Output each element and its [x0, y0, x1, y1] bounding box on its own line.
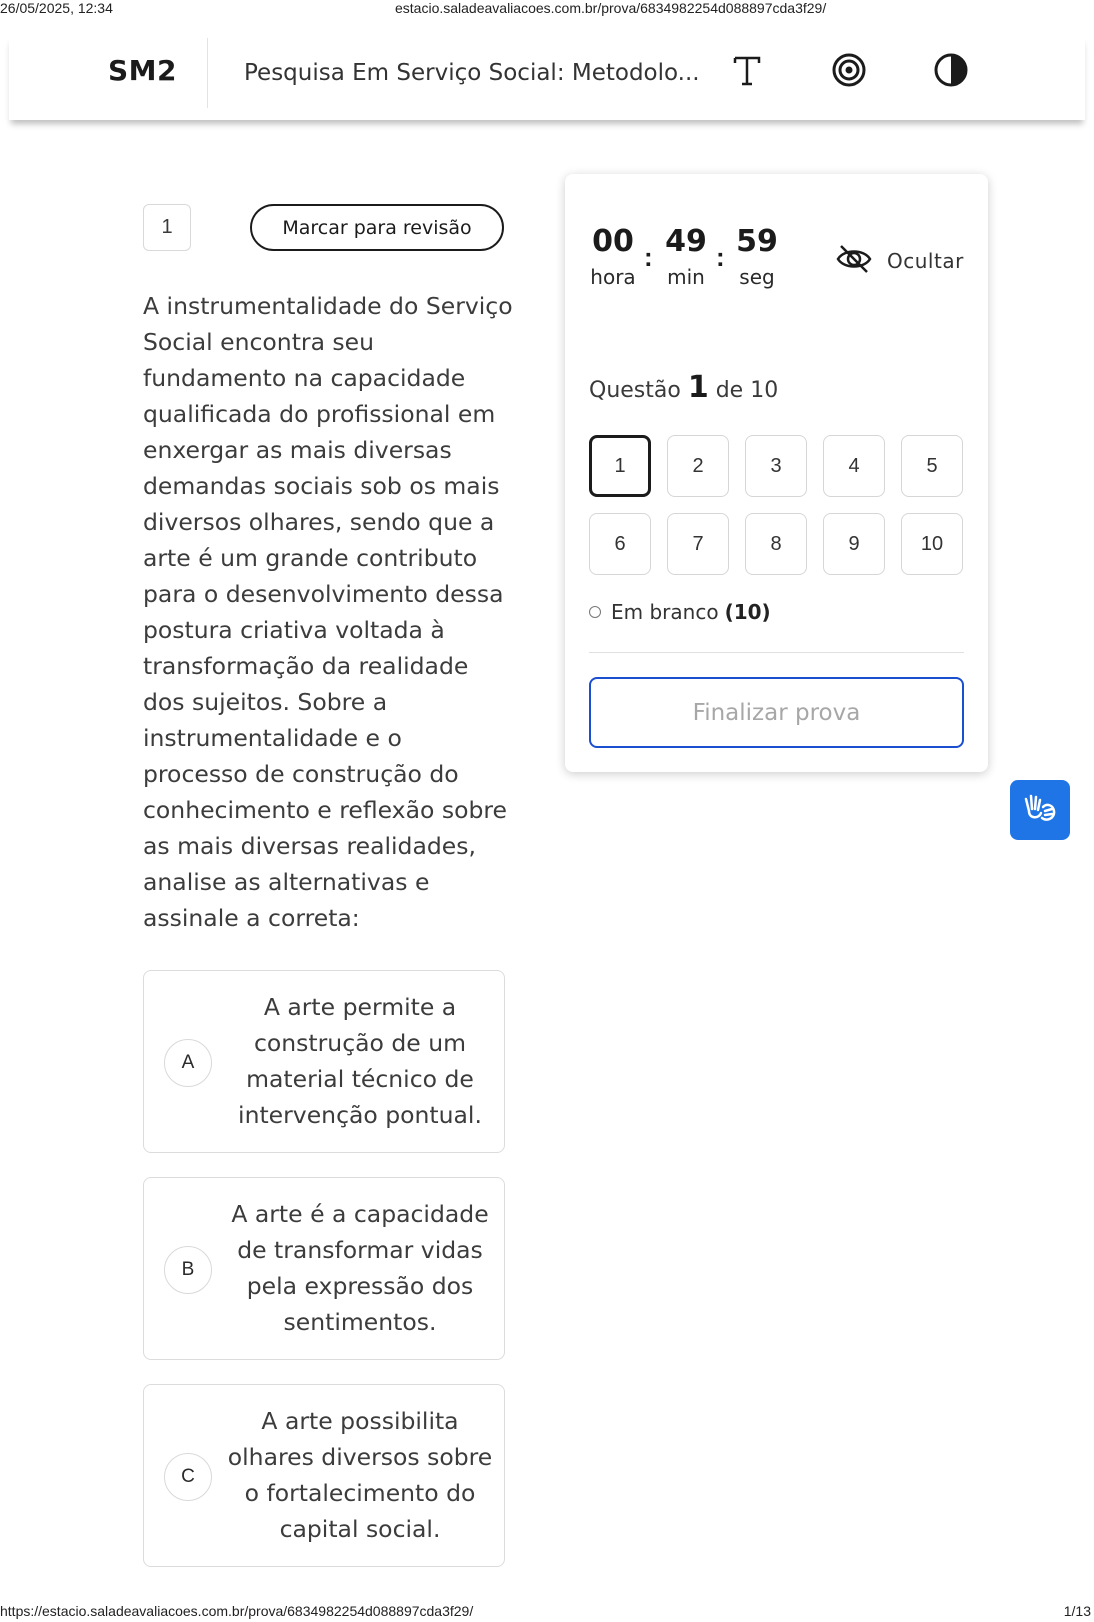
- timer-hours-value: 00: [592, 224, 634, 259]
- option-text: A arte é a capacidade de transformar vidas pela expressão dos sentimentos.: [231, 1200, 489, 1336]
- print-header: [0, 0, 1094, 18]
- option-letter: B: [164, 1246, 212, 1294]
- mark-for-review-button[interactable]: Marcar para revisão: [250, 204, 504, 251]
- nav-question-5[interactable]: 5: [901, 435, 963, 497]
- hide-timer-label: Ocultar: [887, 249, 964, 273]
- timer-minutes: [661, 224, 711, 289]
- nav-question-10[interactable]: 10: [901, 513, 963, 575]
- nav-question-2[interactable]: 2: [667, 435, 729, 497]
- eye-off-icon: [835, 240, 873, 283]
- question-number: 1: [143, 204, 191, 251]
- card-divider: [589, 652, 964, 653]
- option-letter: A: [164, 1039, 212, 1087]
- nav-question-4[interactable]: 4: [823, 435, 885, 497]
- print-datetime: 26/05/2025, 12:34: [0, 0, 113, 16]
- timer-seconds-value: 59: [736, 224, 778, 259]
- option-b[interactable]: [143, 1177, 505, 1360]
- blank-label: Em branco: [611, 600, 719, 624]
- option-c[interactable]: [143, 1384, 505, 1567]
- print-footer: [0, 1603, 1094, 1622]
- course-title: Pesquisa Em Serviço Social: Metodolo...: [244, 60, 700, 86]
- question-progress: [589, 370, 778, 405]
- font-size-icon[interactable]: [725, 48, 769, 92]
- option-letter: C: [164, 1453, 212, 1501]
- page-number: 1/13: [1063, 1603, 1091, 1619]
- timer-seconds: [731, 224, 783, 289]
- timer-hours: [587, 224, 639, 289]
- timer-minutes-label: min: [667, 265, 705, 289]
- option-text: A arte possibilita olhares diversos sobre o fortalecimento do capital social.: [227, 1407, 493, 1543]
- option-a[interactable]: [143, 970, 505, 1153]
- timer-card: [565, 174, 988, 772]
- timer-seconds-label: seg: [739, 265, 775, 289]
- nav-question-1[interactable]: 1: [589, 435, 651, 497]
- print-url: estacio.saladeavaliacoes.com.br/prova/6834982254d088897cda3f29/: [395, 0, 827, 16]
- timer-minutes-value: 49: [665, 224, 707, 259]
- top-bar: [9, 36, 1085, 120]
- nav-question-8[interactable]: 8: [745, 513, 807, 575]
- timer-separator: :: [716, 242, 725, 272]
- question-statement: A instrumentalidade do Serviço Social encontra seu fundamento na capacidade qualificada do profissional em enxergar as mais diversas demandas sociais sob os mais diversos olhares, sendo que a arte é um grande contributo para o desenvolvimento dessa postura criativa voltada à transformação da realidade dos sujeitos. Sobre a instrumentalidade e o processo de construção do conhecimento e reflexão sobre as mais diversas realidades, analise as alternativas e assinale a correta:: [143, 292, 513, 932]
- sign-language-hands-icon: [1021, 789, 1059, 832]
- progress-prefix: Questão: [589, 378, 681, 403]
- progress-suffix: de 10: [715, 378, 779, 403]
- nav-question-3[interactable]: 3: [745, 435, 807, 497]
- topbar-divider: [207, 38, 208, 108]
- blank-count: (10): [724, 600, 771, 624]
- contrast-icon[interactable]: [929, 48, 973, 92]
- finish-exam-button[interactable]: Finalizar prova: [589, 677, 964, 748]
- timer-separator: :: [644, 242, 653, 272]
- nav-question-7[interactable]: 7: [667, 513, 729, 575]
- focus-target-icon[interactable]: [827, 48, 871, 92]
- nav-question-9[interactable]: 9: [823, 513, 885, 575]
- brand-logo: SM2: [108, 54, 178, 87]
- option-text: A arte permite a construção de um material técnico de intervenção pontual.: [238, 993, 482, 1129]
- progress-current: 1: [687, 370, 709, 405]
- footer-url: https://estacio.saladeavaliacoes.com.br/prova/6834982254d088897cda3f29/: [0, 1603, 474, 1619]
- vlibras-button[interactable]: [1010, 780, 1070, 840]
- hide-timer-button[interactable]: [835, 240, 964, 282]
- blank-dot-icon: [589, 606, 601, 618]
- timer-hours-label: hora: [590, 265, 636, 289]
- blank-status: [589, 600, 771, 624]
- nav-question-6[interactable]: 6: [589, 513, 651, 575]
